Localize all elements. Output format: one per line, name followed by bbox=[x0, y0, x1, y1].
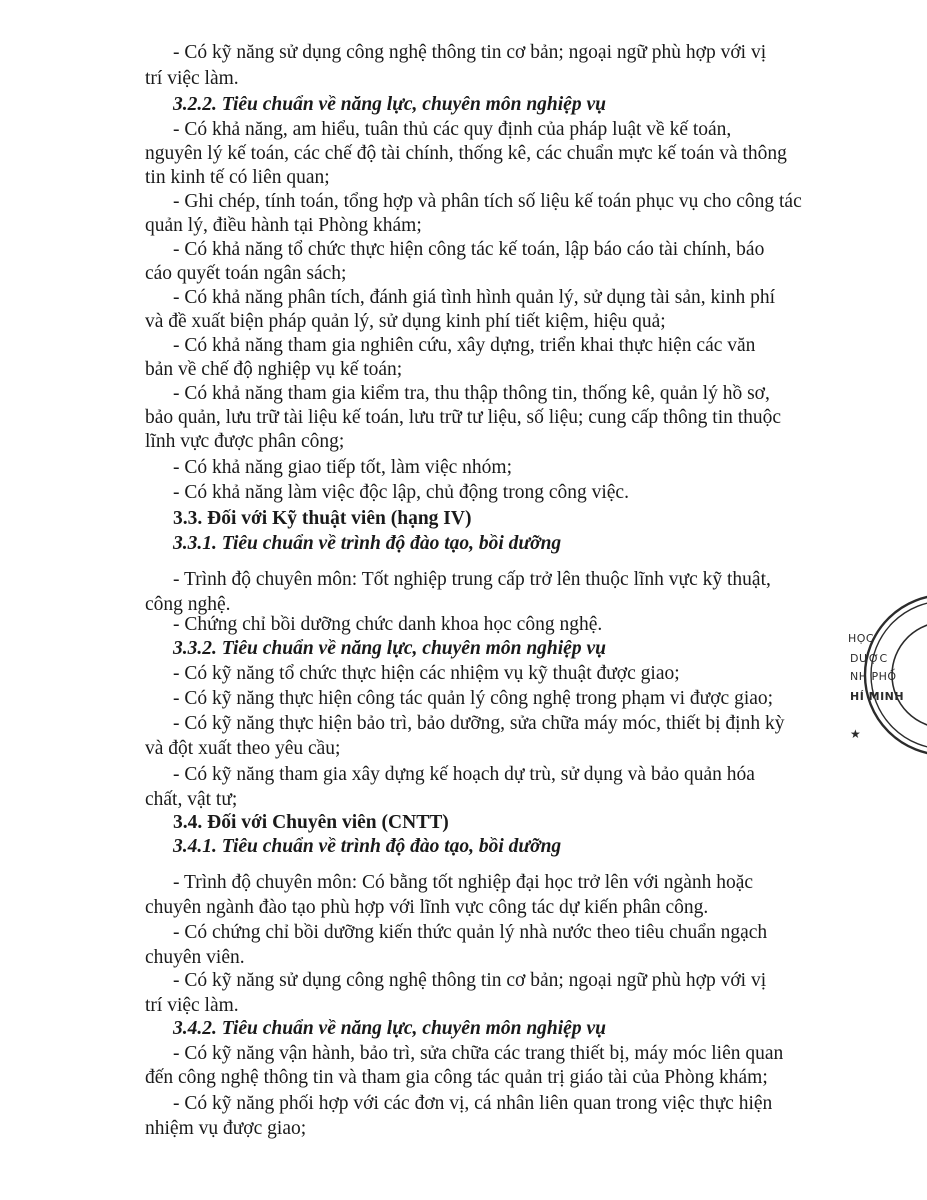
text-line: - Có kỹ năng tổ chức thực hiện các nhiệm vụ kỹ thuật được giao; bbox=[173, 663, 680, 684]
text-line: - Có khả năng tham gia kiểm tra, thu thập thông tin, thống kê, quản lý hồ sơ, bbox=[173, 383, 770, 404]
text-line: chất, vật tư; bbox=[145, 789, 238, 810]
text-line: cáo quyết toán ngân sách; bbox=[145, 263, 347, 284]
section-heading: 3.4. Đối với Chuyên viên (CNTT) bbox=[173, 812, 449, 833]
text-line: bản về chế độ nghiệp vụ kế toán; bbox=[145, 359, 403, 380]
text-line: - Trình độ chuyên môn: Có bằng tốt nghiệp đại học trở lên với ngành hoặc bbox=[173, 872, 754, 893]
text-line: - Có khả năng phân tích, đánh giá tình hình quản lý, sử dụng tài sản, kinh phí bbox=[173, 287, 775, 308]
text-line: trí việc làm. bbox=[145, 995, 239, 1016]
seal-text: HÍ MINH bbox=[850, 690, 905, 703]
section-heading: 3.3. Đối với Kỹ thuật viên (hạng IV) bbox=[173, 508, 472, 529]
seal-text: NH PHỐ bbox=[850, 670, 897, 683]
text-line: - Ghi chép, tính toán, tổng hợp và phân tích số liệu kế toán phục vụ cho công tác bbox=[173, 191, 802, 212]
text-line: công nghệ. bbox=[145, 594, 231, 615]
text-line: chuyên viên. bbox=[145, 947, 245, 968]
text-line: đến công nghệ thông tin và tham gia công tác quản trị giáo tài của Phòng khám; bbox=[145, 1067, 768, 1088]
subsection-heading: 3.3.1. Tiêu chuẩn về trình độ đào tạo, bồi dưỡng bbox=[173, 533, 562, 554]
official-seal bbox=[820, 590, 927, 760]
text-line: chuyên ngành đào tạo phù hợp với lĩnh vực công tác dự kiến phân công. bbox=[145, 897, 709, 918]
text-line: - Có chứng chỉ bồi dưỡng kiến thức quản lý nhà nước theo tiêu chuẩn ngạch bbox=[173, 922, 768, 943]
text-line: và đột xuất theo yêu cầu; bbox=[145, 738, 341, 759]
subsection-heading: 3.4.1. Tiêu chuẩn về trình độ đào tạo, bồi dưỡng bbox=[173, 836, 562, 857]
text-line: - Có kỹ năng sử dụng công nghệ thông tin cơ bản; ngoại ngữ phù hợp với vị bbox=[173, 42, 767, 63]
text-line: quản lý, điều hành tại Phòng khám; bbox=[145, 215, 422, 236]
svg-text:★: ★ bbox=[850, 727, 861, 741]
text-line: tin kinh tế có liên quan; bbox=[145, 167, 330, 188]
subsection-heading: 3.3.2. Tiêu chuẩn về năng lực, chuyên môn nghiệp vụ bbox=[173, 638, 606, 659]
text-line: - Có khả năng tổ chức thực hiện công tác kế toán, lập báo cáo tài chính, báo bbox=[173, 239, 765, 260]
text-line: - Chứng chỉ bồi dưỡng chức danh khoa học công nghệ. bbox=[173, 614, 603, 635]
text-line: lĩnh vực được phân công; bbox=[145, 431, 345, 452]
text-line: - Có kỹ năng sử dụng công nghệ thông tin cơ bản; ngoại ngữ phù hợp với vị bbox=[173, 970, 767, 991]
text-line: - Có khả năng giao tiếp tốt, làm việc nhóm; bbox=[173, 457, 513, 478]
text-line: trí việc làm. bbox=[145, 68, 239, 89]
text-line: - Có kỹ năng thực hiện công tác quản lý công nghệ trong phạm vi được giao; bbox=[173, 688, 774, 709]
text-line: - Có kỹ năng vận hành, bảo trì, sửa chữa các trang thiết bị, máy móc liên quan bbox=[173, 1043, 784, 1064]
subsection-heading: 3.4.2. Tiêu chuẩn về năng lực, chuyên môn nghiệp vụ bbox=[173, 1018, 606, 1039]
text-line: - Có khả năng tham gia nghiên cứu, xây dựng, triển khai thực hiện các văn bbox=[173, 335, 756, 356]
text-line: và đề xuất biện pháp quản lý, sử dụng kinh phí tiết kiệm, hiệu quả; bbox=[145, 311, 666, 332]
subsection-heading: 3.2.2. Tiêu chuẩn về năng lực, chuyên môn nghiệp vụ bbox=[173, 94, 606, 115]
seal-text: DƯỢC bbox=[850, 652, 888, 665]
seal-text: HỌC bbox=[848, 632, 875, 645]
text-line: - Có khả năng làm việc độc lập, chủ động trong công việc. bbox=[173, 482, 629, 503]
text-line: - Trình độ chuyên môn: Tốt nghiệp trung cấp trở lên thuộc lĩnh vực kỹ thuật, bbox=[173, 569, 771, 590]
text-line: - Có kỹ năng phối hợp với các đơn vị, cá nhân liên quan trong việc thực hiện bbox=[173, 1093, 773, 1114]
text-line: - Có kỹ năng thực hiện bảo trì, bảo dưỡng, sửa chữa máy móc, thiết bị định kỳ bbox=[173, 713, 785, 734]
text-line: - Có kỹ năng tham gia xây dựng kế hoạch dự trù, sử dụng và bảo quản hóa bbox=[173, 764, 755, 785]
text-line: bảo quản, lưu trữ tài liệu kế toán, lưu trữ tư liệu, số liệu; cung cấp thông tin thuộc bbox=[145, 407, 782, 428]
text-line: - Có khả năng, am hiểu, tuân thủ các quy định của pháp luật về kế toán, bbox=[173, 119, 732, 140]
text-line: nguyên lý kế toán, các chế độ tài chính, thống kê, các chuẩn mực kế toán và thông bbox=[145, 143, 787, 164]
text-line: nhiệm vụ được giao; bbox=[145, 1118, 307, 1139]
